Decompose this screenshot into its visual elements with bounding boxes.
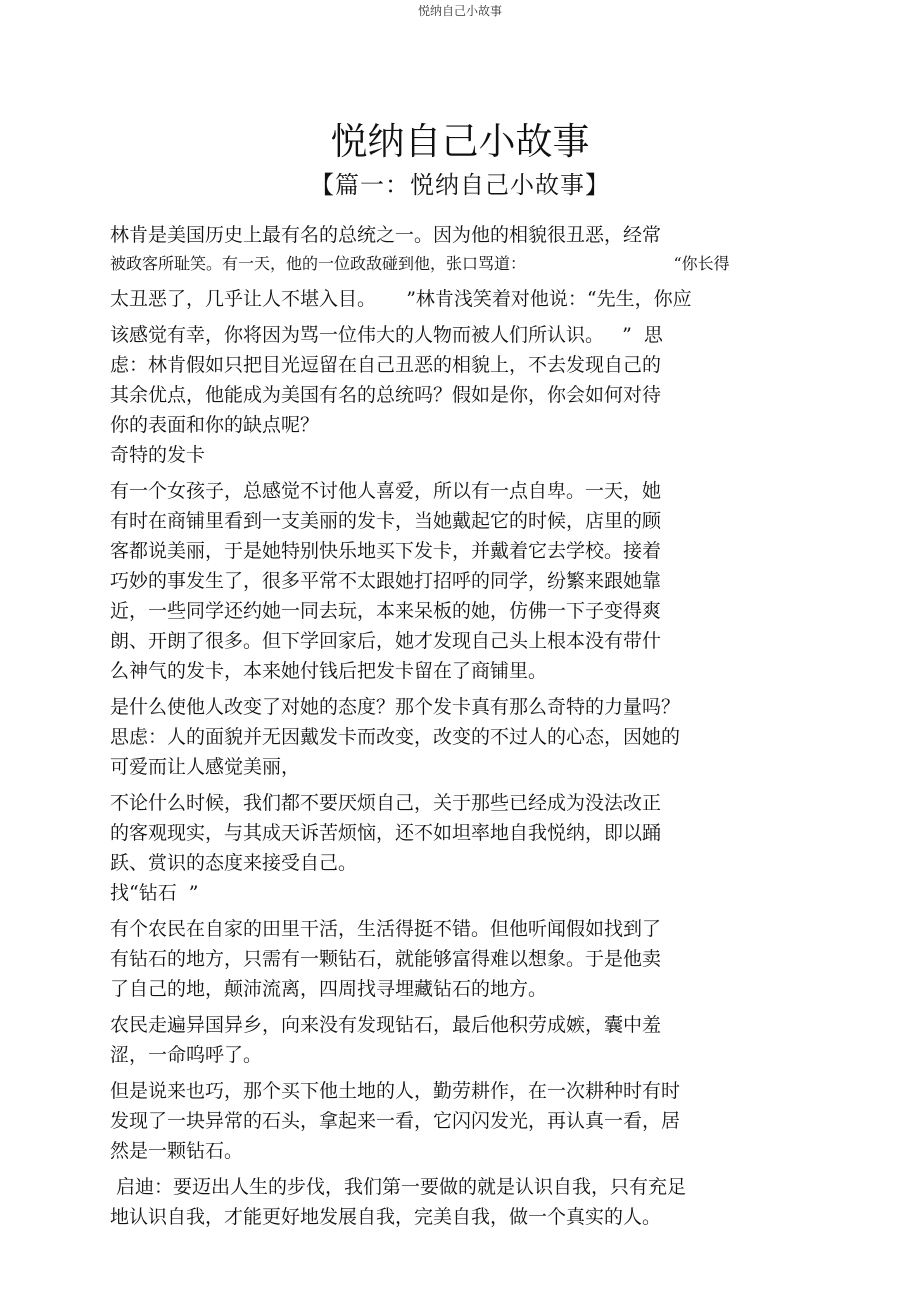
text-line: 巧妙的事发生了，很多平常不太跟她打招呼的同学，纷繁来跟她靠	[110, 570, 662, 592]
text-line: 有时在商铺里看到一支美丽的发卡，当她戴起它的时候，店里的顾	[110, 510, 662, 532]
text-line: 近，一些同学还约她一同去玩，本来呆板的她，仿佛一下子变得爽	[110, 600, 662, 622]
text-line: 其余优点，他能成为美国有名的总统吗？假如是你，你会如何对待	[110, 384, 662, 406]
text-line: 太丑恶了，几乎让人不堪入目。 ”林肯浅笑着对他说：“先生，你应	[110, 288, 692, 310]
text-line: 发现了一块异常的石头，拿起来一看，它闪闪发光，再认真一看，居	[110, 1110, 681, 1132]
text-line: 林肯是美国历史上最有名的总统之一。因为他的相貌很丑恶，经常	[110, 224, 662, 246]
text-line: 奇特的发卡	[110, 444, 206, 466]
text-line: 有个农民在自家的田里干活，生活得挺不错。但他听闻假如找到了	[110, 918, 662, 940]
text-line: 地认识自我，才能更好地发展自我，完美自我，做一个真实的人。	[110, 1206, 662, 1228]
text-line: 但是说来也巧，那个买下他土地的人，勤劳耕作，在一次耕种时有时	[110, 1080, 681, 1102]
text-line: 涩，一命呜呼了。	[110, 1044, 263, 1066]
text-line: 然是一颗钻石。	[110, 1140, 244, 1162]
text-line: 有一个女孩子，总感觉不讨他人喜爱，所以有一点自卑。一天，她	[110, 480, 662, 502]
text-line: 是什么使他人改变了对她的态度？那个发卡真有那么奇特的力量吗？	[110, 696, 681, 718]
running-header: 悦纳自己小故事	[417, 4, 502, 18]
text-line: 该感觉有幸，你将因为骂一位伟大的人物而被人们所认识。 ” 思	[110, 324, 663, 346]
text-line: 思虑：人的面貌并无因戴发卡而改变，改变的不过人的心态，因她的	[110, 726, 681, 748]
text-line: 朗、开朗了很多。但下学回家后，她才发现自己头上根本没有带什	[110, 630, 662, 652]
text-line: 农民走遍异国异乡，向来没有发现钻石，最后他积劳成嫉，囊中羞	[110, 1014, 662, 1036]
article-body	[110, 220, 800, 1232]
text-line: 可爱而让人感觉美丽，	[110, 756, 301, 778]
text-line: 虑：林肯假如只把目光逗留在自己丑恶的相貌上，不去发现自己的	[110, 354, 662, 376]
text-line: 被政客所耻笑。有一天，他的一位政敌碰到他，张口骂道： “你长得	[110, 254, 730, 273]
text-line: 么神气的发卡，本来她付钱后把发卡留在了商铺里。	[110, 660, 548, 682]
text-line: 的客观现实，与其成天诉苦烦恼，还不如坦率地自我悦纳，即以踊	[110, 822, 662, 844]
text-line: 有钻石的地方，只需有一颗钻石，就能够富得难以想象。于是他卖	[110, 948, 662, 970]
document-title: 悦纳自己小故事	[330, 120, 590, 163]
text-line: 客都说美丽，于是她特别快乐地买下发卡，并戴着它去学校。接着	[110, 540, 662, 562]
text-line: 启迪：要迈出人生的步伐，我们第一要做的就是认识自我，只有充足	[110, 1176, 687, 1198]
text-line: 你的表面和你的缺点呢？	[110, 414, 320, 436]
text-line: 找“钻石 ”	[110, 882, 199, 904]
text-line: 跃、赏识的态度来接受自己。	[110, 852, 358, 874]
text-line: 不论什么时候，我们都不要厌烦自己，关于那些已经成为没法改正	[110, 792, 662, 814]
document-subtitle: 【篇一：悦纳自己小故事】	[310, 171, 610, 199]
text-line: 了自己的地，颠沛流离，四周找寻埋藏钻石的地方。	[110, 978, 548, 1000]
